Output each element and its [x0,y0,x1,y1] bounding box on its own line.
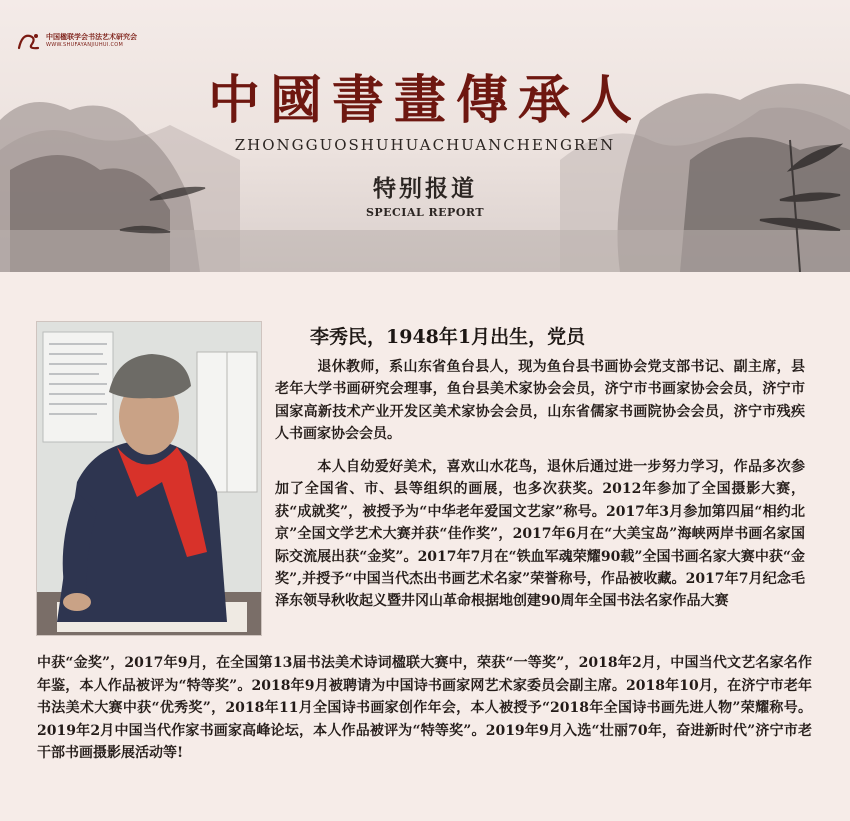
haze-band [0,230,850,272]
page-title: 中國書畫傳承人 [207,70,642,131]
logo-icon [16,30,42,52]
title-pinyin: ZHONGGUOSHUHUACHUANCHENGREN [234,136,616,154]
section-label-en: SPECIAL REPORT [365,206,485,219]
bio-paragraph-1 [275,356,805,446]
header-banner [0,0,850,272]
bio-paragraph-1-text: 退休教师，系山东省鱼台县人，现为鱼台县书画协会党支部书记、副主席，县老年大学书画研究会理事，鱼台县美术家协会会员，济宁市书画家协会会员，济宁市国家高新技术产业开发区美术家协会会员，山东省儒家书画院协会会员，济宁市残疾人书画家协会会员。 [275,359,805,443]
section-label-cn: 特别报道 [373,175,477,202]
org-logo[interactable] [16,30,137,52]
logo-site: WWW.SHUFAYANJIUHUI.COM [46,42,124,48]
bio-paragraph-2-continued: 中获“金奖”，2017年9月，在全国第13届书法美术诗词楹联大赛中，荣获“一等奖”，2018年2月，中国当代文艺名家名作年鉴，本人作品被评为“特等奖”。2018年9月被聘请为中国诗书画家网艺术家委员会副主席。2018年10月，在济宁市老年书法美术大赛中获“优秀奖”，2018年11月全国诗书画家创作年会，本人被授予“2018年全国诗书画先进人物”荣耀称号。2019年2月中国当代作家书画家高峰论坛，本人作品被评为“特等奖”。2019年9月入选“壮丽70年，奋进新时代”济宁市老干部书画摄影展活动等! [37,655,812,762]
portrait-illustration [37,322,261,635]
bio-paragraph-2 [275,456,805,613]
profile-headline: 李秀民，1948年1月出生，党员 [310,326,586,348]
bio-paragraph-2-text: 本人自幼爱好美术，喜欢山水花鸟，退休后通过进一步努力学习，作品多次参加了全国省、市、县等组织的画展，也多次获奖。2012年参加了全国摄影大赛，获“成就奖”，被授予为“中华老年爱国文艺家”称号。2017年3月参加第四届“相约北京”全国文学艺术大赛并获“佳作奖”，2017年6月在“大美宝岛”海峡两岸书画名家国际交流展出获“金奖”。2017年7月在“铁血军魂荣耀90载”全国书画名家大赛中获“金奖”,并授予“中国当代杰出书画艺术名家”荣誉称号，作品被收藏。2017年7月纪念毛泽东领导秋收起义暨井冈山革命根据地创建90周年全国书法名家作品大赛 [275,459,805,610]
portrait-photo [37,322,261,635]
logo-org-name: 中国楹联学会书法艺术研究会 [46,33,137,41]
